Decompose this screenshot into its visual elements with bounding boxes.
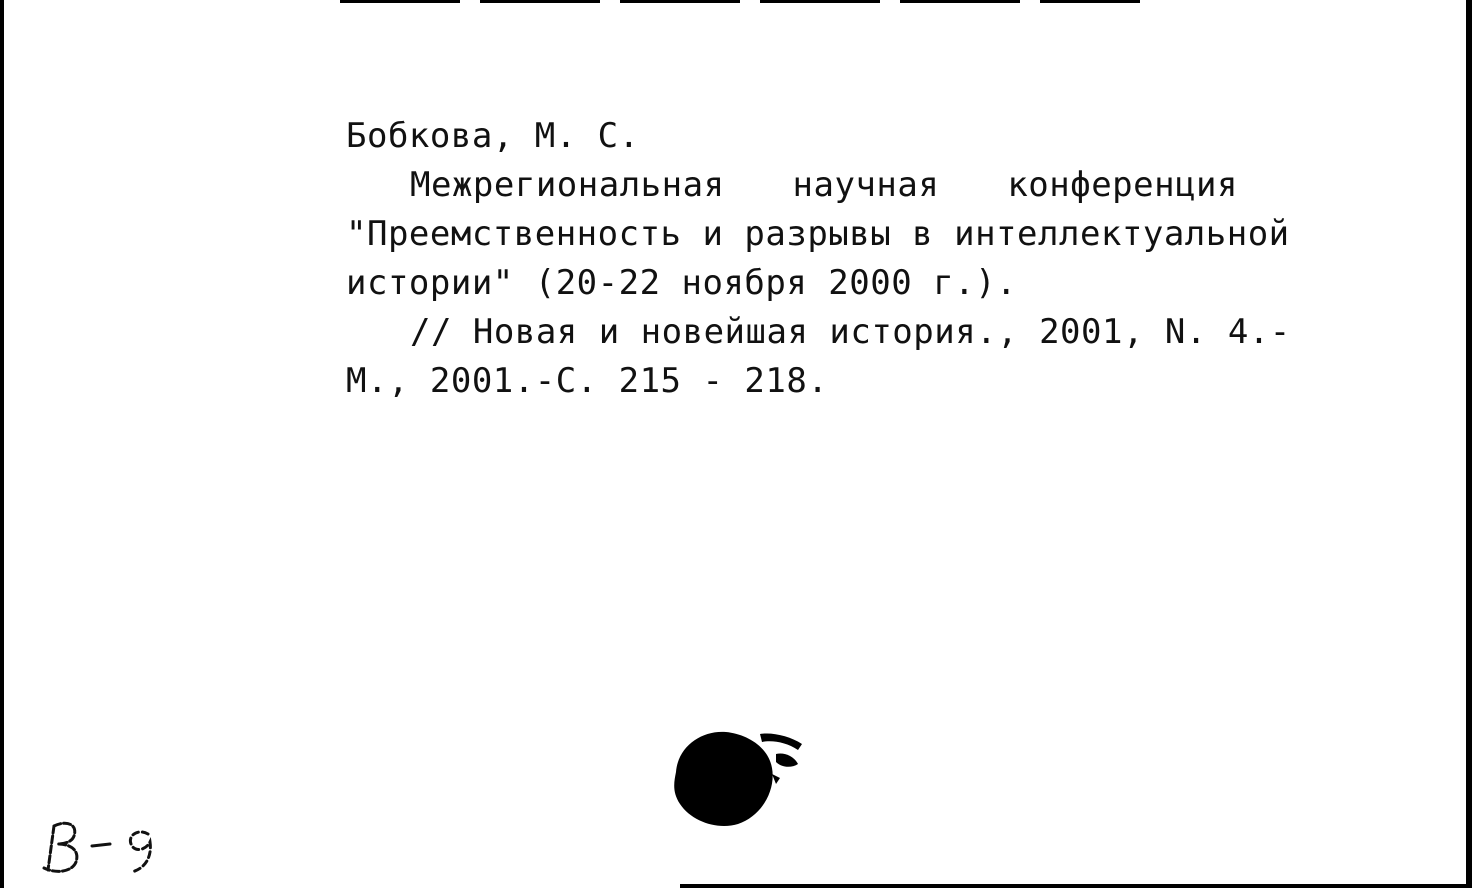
title-word-1: Межрегиональная xyxy=(410,165,725,205)
title-line-3: истории" (20-22 ноября 2000 г.). xyxy=(346,263,1018,303)
card-bottom-edge xyxy=(680,884,1472,888)
ink-stamp-blot xyxy=(668,724,808,834)
source-line-1: // Новая и новейшая история., 2001, N. 4.- xyxy=(410,312,1291,352)
title-line-1 xyxy=(346,161,1306,210)
bibliographic-entry xyxy=(346,112,1306,406)
title-word-3: конференция xyxy=(1007,165,1238,205)
author-line: Бобкова, М. С. xyxy=(346,116,640,156)
card-left-edge xyxy=(0,0,4,888)
card-right-edge xyxy=(1466,0,1472,888)
card-top-edge xyxy=(340,0,1140,3)
title-word-2: научная xyxy=(792,165,940,205)
title-line-2: "Преемственность и разрывы в интеллектуальной xyxy=(346,214,1290,254)
handwritten-shelfmark xyxy=(36,812,176,882)
source-line-2: М., 2001.-С. 215 - 218. xyxy=(346,361,829,401)
